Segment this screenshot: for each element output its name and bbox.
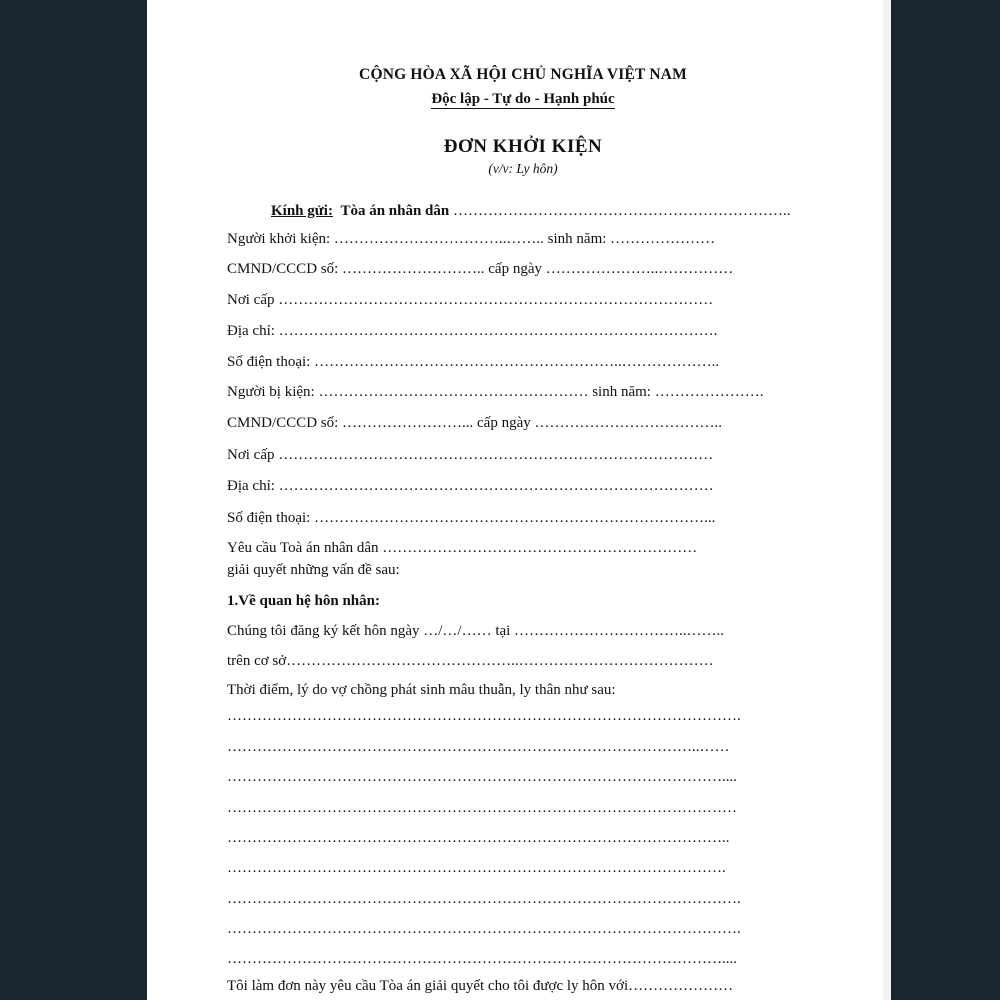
national-title: CỘNG HÒA XÃ HỘI CHỦ NGHĨA VIỆT NAM [359, 66, 687, 83]
blank-line: ……………………………………………………………………………………….... [227, 769, 737, 785]
blank-line: …………………………………………………………………………………………. [227, 921, 741, 937]
request-line-2: giải quyết những vấn đề sau: [227, 562, 400, 578]
document-title: ĐƠN KHỞI KIỆN [443, 136, 603, 157]
section-1-heading: 1.Về quan hệ hôn nhân: [227, 593, 380, 609]
conflict-intro-line: Thời điểm, lý do vợ chồng phát sinh mâu thuẫn, ly thân như sau: [227, 682, 616, 698]
defendant-phone-line: Số điện thoại: ……………………………………………………………………... [227, 510, 716, 526]
blank-line: …………………………………………………………………………………………. [227, 708, 741, 724]
blank-line: …………………………………………………………………………………………. [227, 891, 741, 907]
national-motto [227, 91, 819, 108]
document-page [147, 0, 891, 1000]
marriage-registration-line: Chúng tôi đăng ký kết hôn ngày …/…/…… tại ……………………………..…….. [227, 623, 725, 639]
blank-line: ……………………………………………………………………………………….. [227, 830, 730, 846]
plaintiff-id-line: CMND/CCCD số: ……………………….. cấp ngày …………………..…………… [227, 261, 734, 277]
motto-text: Độc lập - Tự do - Hạnh phúc [431, 91, 615, 107]
blank-line: …………………………………………………………………………………..…… [227, 739, 730, 755]
defendant-name-line: Người bị kiện: ……………………………………………… sinh năm: …………………. [227, 384, 764, 400]
blank-line: ……………………………………………………………………………………….... [227, 951, 737, 967]
document-subtitle: (v/v: Ly hôn) [488, 161, 558, 176]
recipient-court: Tòa án nhân dân [340, 203, 450, 219]
blank-line: ………………………………………………………………………………………… [227, 800, 737, 816]
defendant-id-line: CMND/CCCD số: ……………………... cấp ngày ……………………………….. [227, 415, 722, 431]
recipient-label: Kính gửi: [271, 203, 333, 219]
request-line-1: Yêu cầu Toà án nhân dân ……………………………………………………… [227, 540, 698, 556]
plaintiff-phone-line: Số điện thoại: ……………………………………………………..……………….. [227, 354, 720, 370]
marriage-basis-line: trên cơ sở………………………………………..………………………………… [227, 653, 714, 669]
recipient-line [271, 202, 819, 220]
plaintiff-issued-line: Nơi cấp …………………………………………………………………………… [227, 292, 714, 308]
defendant-issued-line: Nơi cấp …………………………………………………………………………… [227, 447, 714, 463]
plaintiff-address-line: Địa chỉ: ……………………………………………………………………………. [227, 323, 718, 339]
plaintiff-name-line: Người khởi kiện: ……………………………..…….. sinh năm: ………………… [227, 231, 716, 247]
recipient-dots: ………………………………………………………….. [453, 203, 791, 219]
blank-line: ………………………………………………………………………………………. [227, 860, 726, 876]
divorce-request-line: Tôi làm đơn này yêu cầu Tòa án giải quyết cho tôi được ly hôn với………………… [227, 978, 734, 994]
defendant-address-line: Địa chỉ: …………………………………………………………………………… [227, 478, 714, 494]
